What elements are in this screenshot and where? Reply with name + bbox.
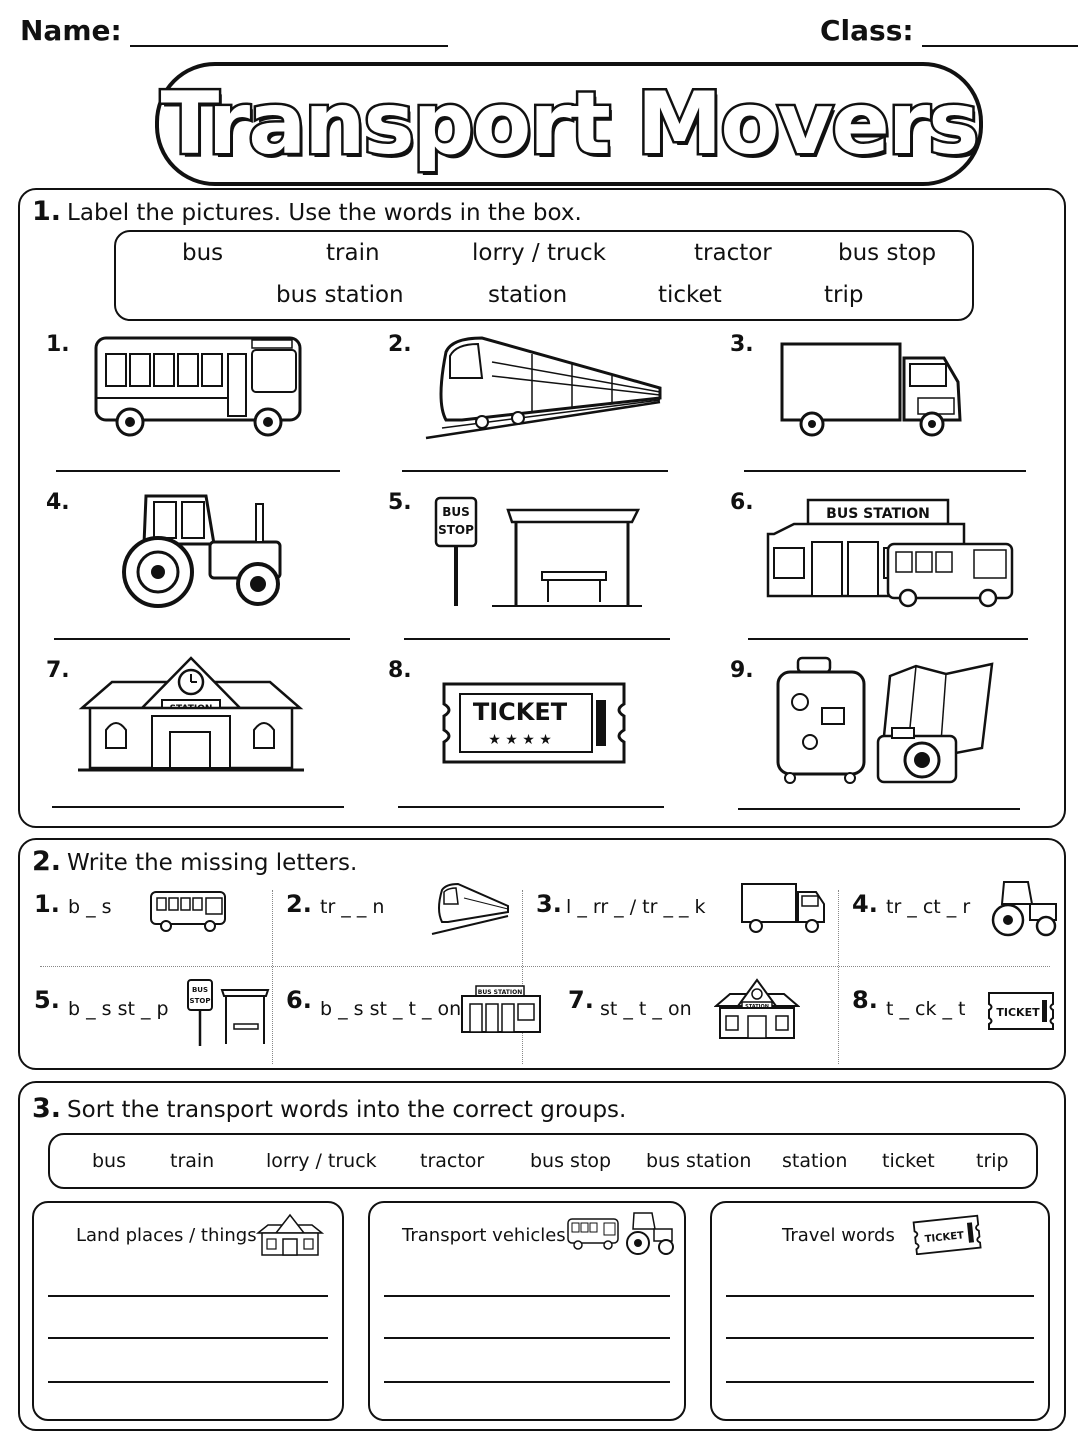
section-sort-words <box>18 1081 1066 1431</box>
word-box <box>114 230 974 321</box>
word-bus: bus <box>92 1150 127 1172</box>
divider <box>272 890 273 1064</box>
title-banner <box>155 62 983 186</box>
answer-line[interactable] <box>54 638 350 640</box>
item-number: 3. <box>536 890 562 918</box>
name-label: Name: <box>20 14 122 47</box>
picture-number: 9. <box>730 658 754 683</box>
word-bus: bus <box>182 240 224 266</box>
picture-number: 3. <box>730 332 754 357</box>
picture-item <box>384 490 724 655</box>
bus-stop-icon <box>432 494 642 608</box>
station-icon <box>78 652 304 776</box>
word-tractor: tractor <box>420 1150 485 1172</box>
section3-instruction: Sort the transport words into the correct groups. <box>67 1097 627 1123</box>
picture-item <box>726 490 1066 655</box>
station-icon <box>256 1213 324 1257</box>
page-title: Transport Movers <box>160 74 978 174</box>
ticket-stars: ★ ★ ★ ★ <box>488 732 552 748</box>
bus-icon <box>566 1215 622 1251</box>
missing-letters-word[interactable]: st _ t _ on <box>600 998 692 1020</box>
answer-line[interactable] <box>52 806 344 808</box>
picture-item <box>42 658 382 823</box>
word-ticket: ticket <box>658 282 722 308</box>
item-number: 4. <box>852 890 878 918</box>
answer-line[interactable] <box>404 638 670 640</box>
picture-number: 8. <box>388 658 412 683</box>
picture-number: 1. <box>46 332 70 357</box>
section2-instruction: Write the missing letters. <box>67 850 358 876</box>
answer-line[interactable] <box>48 1381 328 1383</box>
station-icon <box>714 976 800 1042</box>
answer-line[interactable] <box>384 1295 670 1297</box>
word-station: station <box>782 1150 848 1172</box>
word-lorry-truck: lorry / truck <box>472 240 606 266</box>
section2-number: 2. <box>32 846 62 877</box>
mini-bus-station-sign: BUS STATION <box>477 989 523 996</box>
group-land-places <box>32 1201 344 1421</box>
answer-line[interactable] <box>748 638 1028 640</box>
bus-stop-icon <box>186 978 270 1048</box>
answer-line[interactable] <box>48 1295 328 1297</box>
trip-icon <box>770 652 996 786</box>
mini-ticket-text: TICKET <box>924 1230 965 1246</box>
word-box <box>48 1133 1038 1189</box>
tractor-icon <box>624 1211 674 1257</box>
divider <box>838 890 839 1064</box>
picture-number: 6. <box>730 490 754 515</box>
group-title: Transport vehicles <box>402 1225 566 1246</box>
picture-number: 7. <box>46 658 70 683</box>
word-train: train <box>326 240 380 266</box>
ticket-icon <box>438 680 630 766</box>
word-trip: trip <box>824 282 864 308</box>
picture-item <box>384 658 724 823</box>
mini-bus-stop-sign-2: STOP <box>189 997 211 1005</box>
word-tractor: tractor <box>694 240 772 266</box>
word-bus-stop: bus stop <box>838 240 937 266</box>
missing-letters-word[interactable]: tr _ _ n <box>320 896 385 918</box>
tractor-icon <box>110 486 290 610</box>
train-icon <box>422 332 662 444</box>
missing-letters-word[interactable]: l _ rr _ / tr _ _ k <box>566 896 706 918</box>
mini-ticket-text: TICKET <box>996 1006 1040 1019</box>
bus-station-icon <box>764 496 1016 612</box>
ticket-icon <box>986 990 1056 1032</box>
word-lorry-truck: lorry / truck <box>266 1150 377 1172</box>
answer-line[interactable] <box>48 1337 328 1339</box>
lorry-icon <box>778 336 968 444</box>
picture-item <box>726 332 1066 497</box>
missing-letters-item <box>852 976 1058 1071</box>
section-label-pictures <box>18 188 1066 828</box>
picture-item <box>42 490 382 655</box>
answer-line[interactable] <box>726 1381 1034 1383</box>
missing-letters-item <box>34 880 270 975</box>
missing-letters-item <box>536 880 836 975</box>
item-number: 8. <box>852 986 878 1014</box>
item-number: 7. <box>568 986 594 1014</box>
bus-icon <box>92 332 312 442</box>
group-title: Land places / things <box>76 1225 257 1246</box>
picture-item <box>384 332 724 497</box>
word-trip: trip <box>976 1150 1009 1172</box>
lorry-icon <box>740 880 828 938</box>
item-number: 2. <box>286 890 312 918</box>
word-train: train <box>170 1150 215 1172</box>
missing-letters-item <box>286 976 556 1071</box>
missing-letters-item <box>34 976 270 1071</box>
word-ticket: ticket <box>882 1150 935 1172</box>
item-number: 1. <box>34 890 60 918</box>
missing-letters-item <box>286 880 520 975</box>
item-number: 5. <box>34 986 60 1014</box>
answer-line[interactable] <box>402 470 668 472</box>
bus-stop-sign-text-1: BUS <box>442 505 470 519</box>
train-icon <box>430 880 510 938</box>
missing-letters-word[interactable]: b _ s st _ p <box>68 998 169 1020</box>
name-field-row <box>20 14 448 47</box>
answer-line[interactable] <box>384 1381 670 1383</box>
picture-number: 2. <box>388 332 412 357</box>
section3-title <box>32 1093 626 1124</box>
section2-title <box>32 846 357 877</box>
bus-icon <box>148 886 230 936</box>
picture-item <box>42 332 382 497</box>
word-station: station <box>488 282 568 308</box>
missing-letters-word[interactable]: tr _ ct _ r <box>886 896 971 918</box>
section-missing-letters <box>18 838 1066 1070</box>
word-bus-station: bus station <box>276 282 404 308</box>
class-blank-line[interactable] <box>922 17 1078 47</box>
group-travel-words <box>710 1201 1050 1421</box>
ticket-text: TICKET <box>472 698 568 726</box>
name-blank-line[interactable] <box>130 17 448 47</box>
bus-station-sign-text: BUS STATION <box>826 506 930 522</box>
tractor-icon <box>990 878 1058 940</box>
word-bus-stop: bus stop <box>530 1150 612 1172</box>
group-transport-vehicles <box>368 1201 686 1421</box>
missing-letters-word[interactable]: b _ s st _ t _ on <box>320 998 462 1020</box>
answer-line[interactable] <box>56 470 340 472</box>
item-number: 6. <box>286 986 312 1014</box>
ticket-icon <box>912 1213 982 1255</box>
word-bus-station: bus station <box>646 1150 752 1172</box>
missing-letters-word[interactable]: b _ s <box>68 896 112 918</box>
picture-number: 5. <box>388 490 412 515</box>
bus-station-icon <box>460 984 544 1036</box>
answer-line[interactable] <box>726 1295 1034 1297</box>
class-label: Class: <box>820 14 914 47</box>
section1-number: 1. <box>32 196 62 227</box>
picture-number: 4. <box>46 490 70 515</box>
answer-line[interactable] <box>744 470 1026 472</box>
missing-letters-item <box>852 880 1058 975</box>
bus-stop-sign-text-2: STOP <box>438 523 474 537</box>
answer-line[interactable] <box>398 806 664 808</box>
answer-line[interactable] <box>726 1337 1034 1339</box>
section1-title <box>32 196 582 227</box>
answer-line[interactable] <box>738 808 1020 810</box>
missing-letters-word[interactable]: t _ ck _ t <box>886 998 966 1020</box>
mini-bus-stop-sign-1: BUS <box>191 986 209 994</box>
class-field-row <box>820 14 1078 47</box>
section1-instruction: Label the pictures. Use the words in the box. <box>67 200 582 226</box>
section3-number: 3. <box>32 1093 62 1124</box>
missing-letters-item <box>568 976 836 1071</box>
answer-line[interactable] <box>384 1337 670 1339</box>
group-title: Travel words <box>782 1225 895 1246</box>
picture-item <box>726 658 1066 823</box>
